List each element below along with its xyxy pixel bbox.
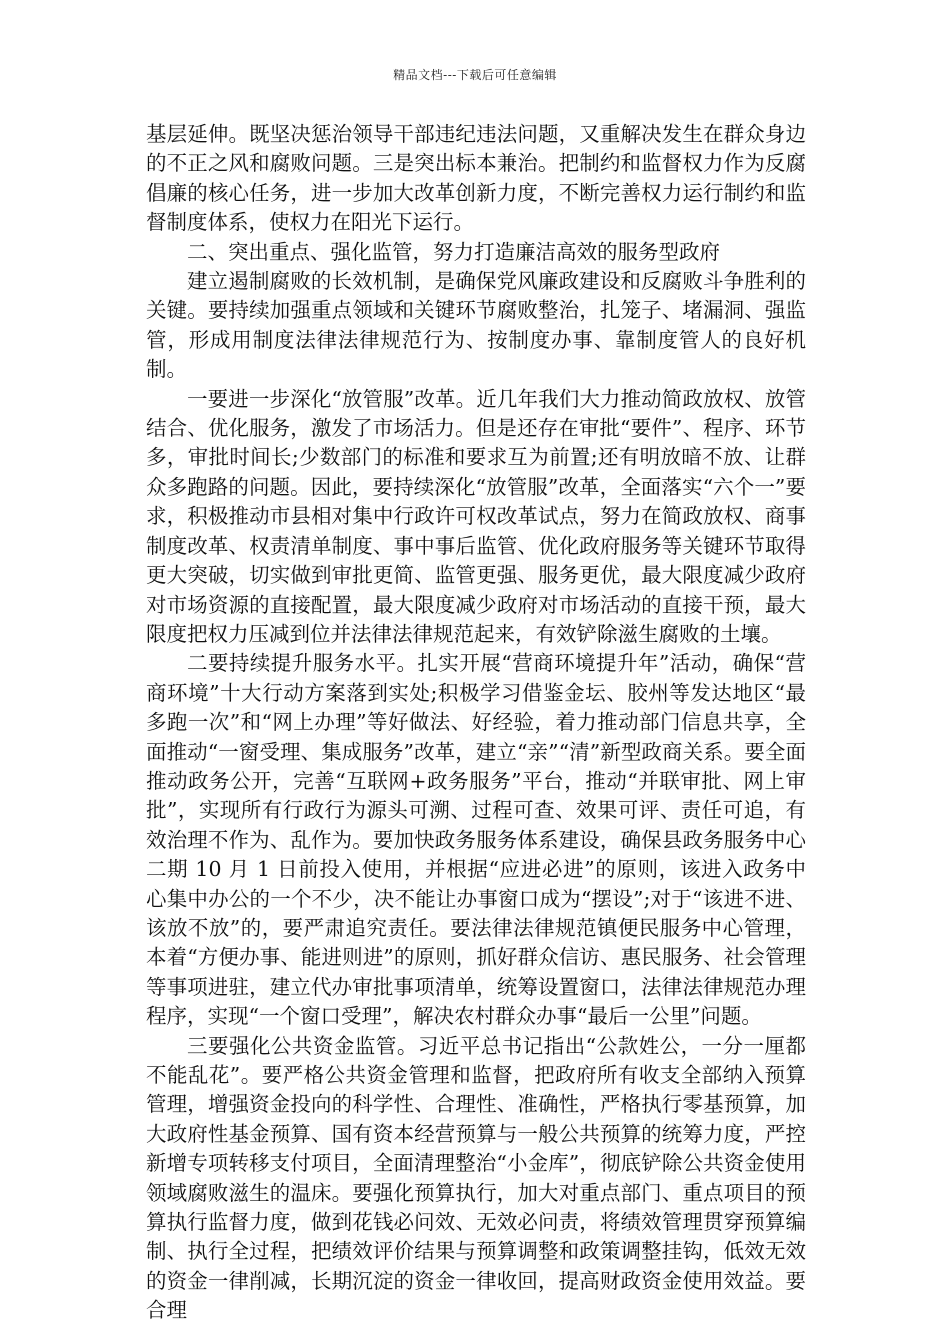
section-heading: 二、突出重点、强化监管，努力打造廉洁高效的服务型政府 bbox=[187, 239, 720, 264]
paragraph: 二要持续提升服务水平。扎实开展“营商环境提升年”活动，确保“营商环境”十大行动方案落到实处;积极学习借鉴金坛、胶州等发达地区“最多跑一次”和“网上办理”等好做法、好经验，着力推动部门信息共享，全面推动“一窗受理、集成服务”改革，建立“亲”“清”新型政商关系。要全面推动政务公开，完善“互联网+政务服务”平台，推动“并联审批、网上审批”，实现所有行政行为源头可溯、过程可查、效果可评、责任可追，有效治理不作为、乱作为。要加快政务服务体系建设，确保县政务服务中心二期 10 月 1 日前投入使用，并根据“应进必进”的原则，该进入政务中心集中办公的一个不少，决不能让办事窗口成为“摆设”;对于“该进不进、该放不放”的，要严肃追究责任。要法律法律规范镇便民服务中心管理，本着“方便办事、能进则进”的原则，抓好群众信访、惠民服务、社会管理等事项进驻，建立代办审批事项清单，统筹设置窗口，法律法律规范办理程序，实现“一个窗口受理”，解决农村群众办事“最后一公里”问题。 bbox=[146, 651, 806, 1029]
paragraph: 一要进一步深化“放管服”改革。近几年我们大力推动简政放权、放管结合、优化服务，激发了市场活力。但是还存在审批“要件”、程序、环节多，审批时间长;少数部门的标准和要求互为前置;还有明放暗不放、让群众多跑路的问题。因此，要持续深化“放管服”改革，全面落实“六个一”要求，积极推动市县相对集中行政许可权改革试点，努力在简政放权、商事制度改革、权责清单制度、事中事后监管、优化政府服务等关键环节取得更大突破，切实做到审批更简、监管更强、服务更优，最大限度减少政府对市场资源的直接配置，最大限度减少政府对市场活动的直接干预，最大限度把权力压减到位并法律法律规范起来，有效铲除滋生腐败的土壤。 bbox=[146, 386, 806, 646]
paragraph: 建立遏制腐败的长效机制，是确保党风廉政建设和反腐败斗争胜利的关键。要持续加强重点领域和关键环节腐败整治，扎笼子、堵漏洞、强监管，形成用制度法律法律规范行为、按制度办事、靠制度管人的良好机制。 bbox=[146, 269, 806, 382]
document-body bbox=[146, 120, 806, 1326]
page-header: 精品文档---下载后可任意编辑 bbox=[393, 68, 557, 82]
paragraph: 三要强化公共资金监管。习近平总书记指出“公款姓公，一分一厘都不能乱花”。要严格公共资金管理和监督，把政府所有收支全部纳入预算管理，增强资金投向的科学性、合理性、准确性，严格执行零基预算，加大政府性基金预算、国有资本经营预算与一般公共预算的统筹力度，严控新增专项转移支付项目，全面清理整治“小金库”，彻底铲除公共资金使用领域腐败滋生的温床。要强化预算执行，加大对重点部门、重点项目的预算执行监督力度，做到花钱必问效、无效必问责，将绩效管理贯穿预算编制、执行全过程，把绩效评价结果与预算调整和政策调整挂钩，低效无效的资金一律削减，长期沉淀的资金一律收回，提高财政资金使用效益。要合理 bbox=[146, 1033, 806, 1323]
paragraph-continuation: 基层延伸。既坚决惩治领导干部违纪违法问题，又重解决发生在群众身边的不正之风和腐败问题。三是突出标本兼治。把制约和监督权力作为反腐倡廉的核心任务，进一步加大改革创新力度，不断完善权力运行制约和监督制度体系，使权力在阳光下运行。 bbox=[146, 122, 806, 235]
